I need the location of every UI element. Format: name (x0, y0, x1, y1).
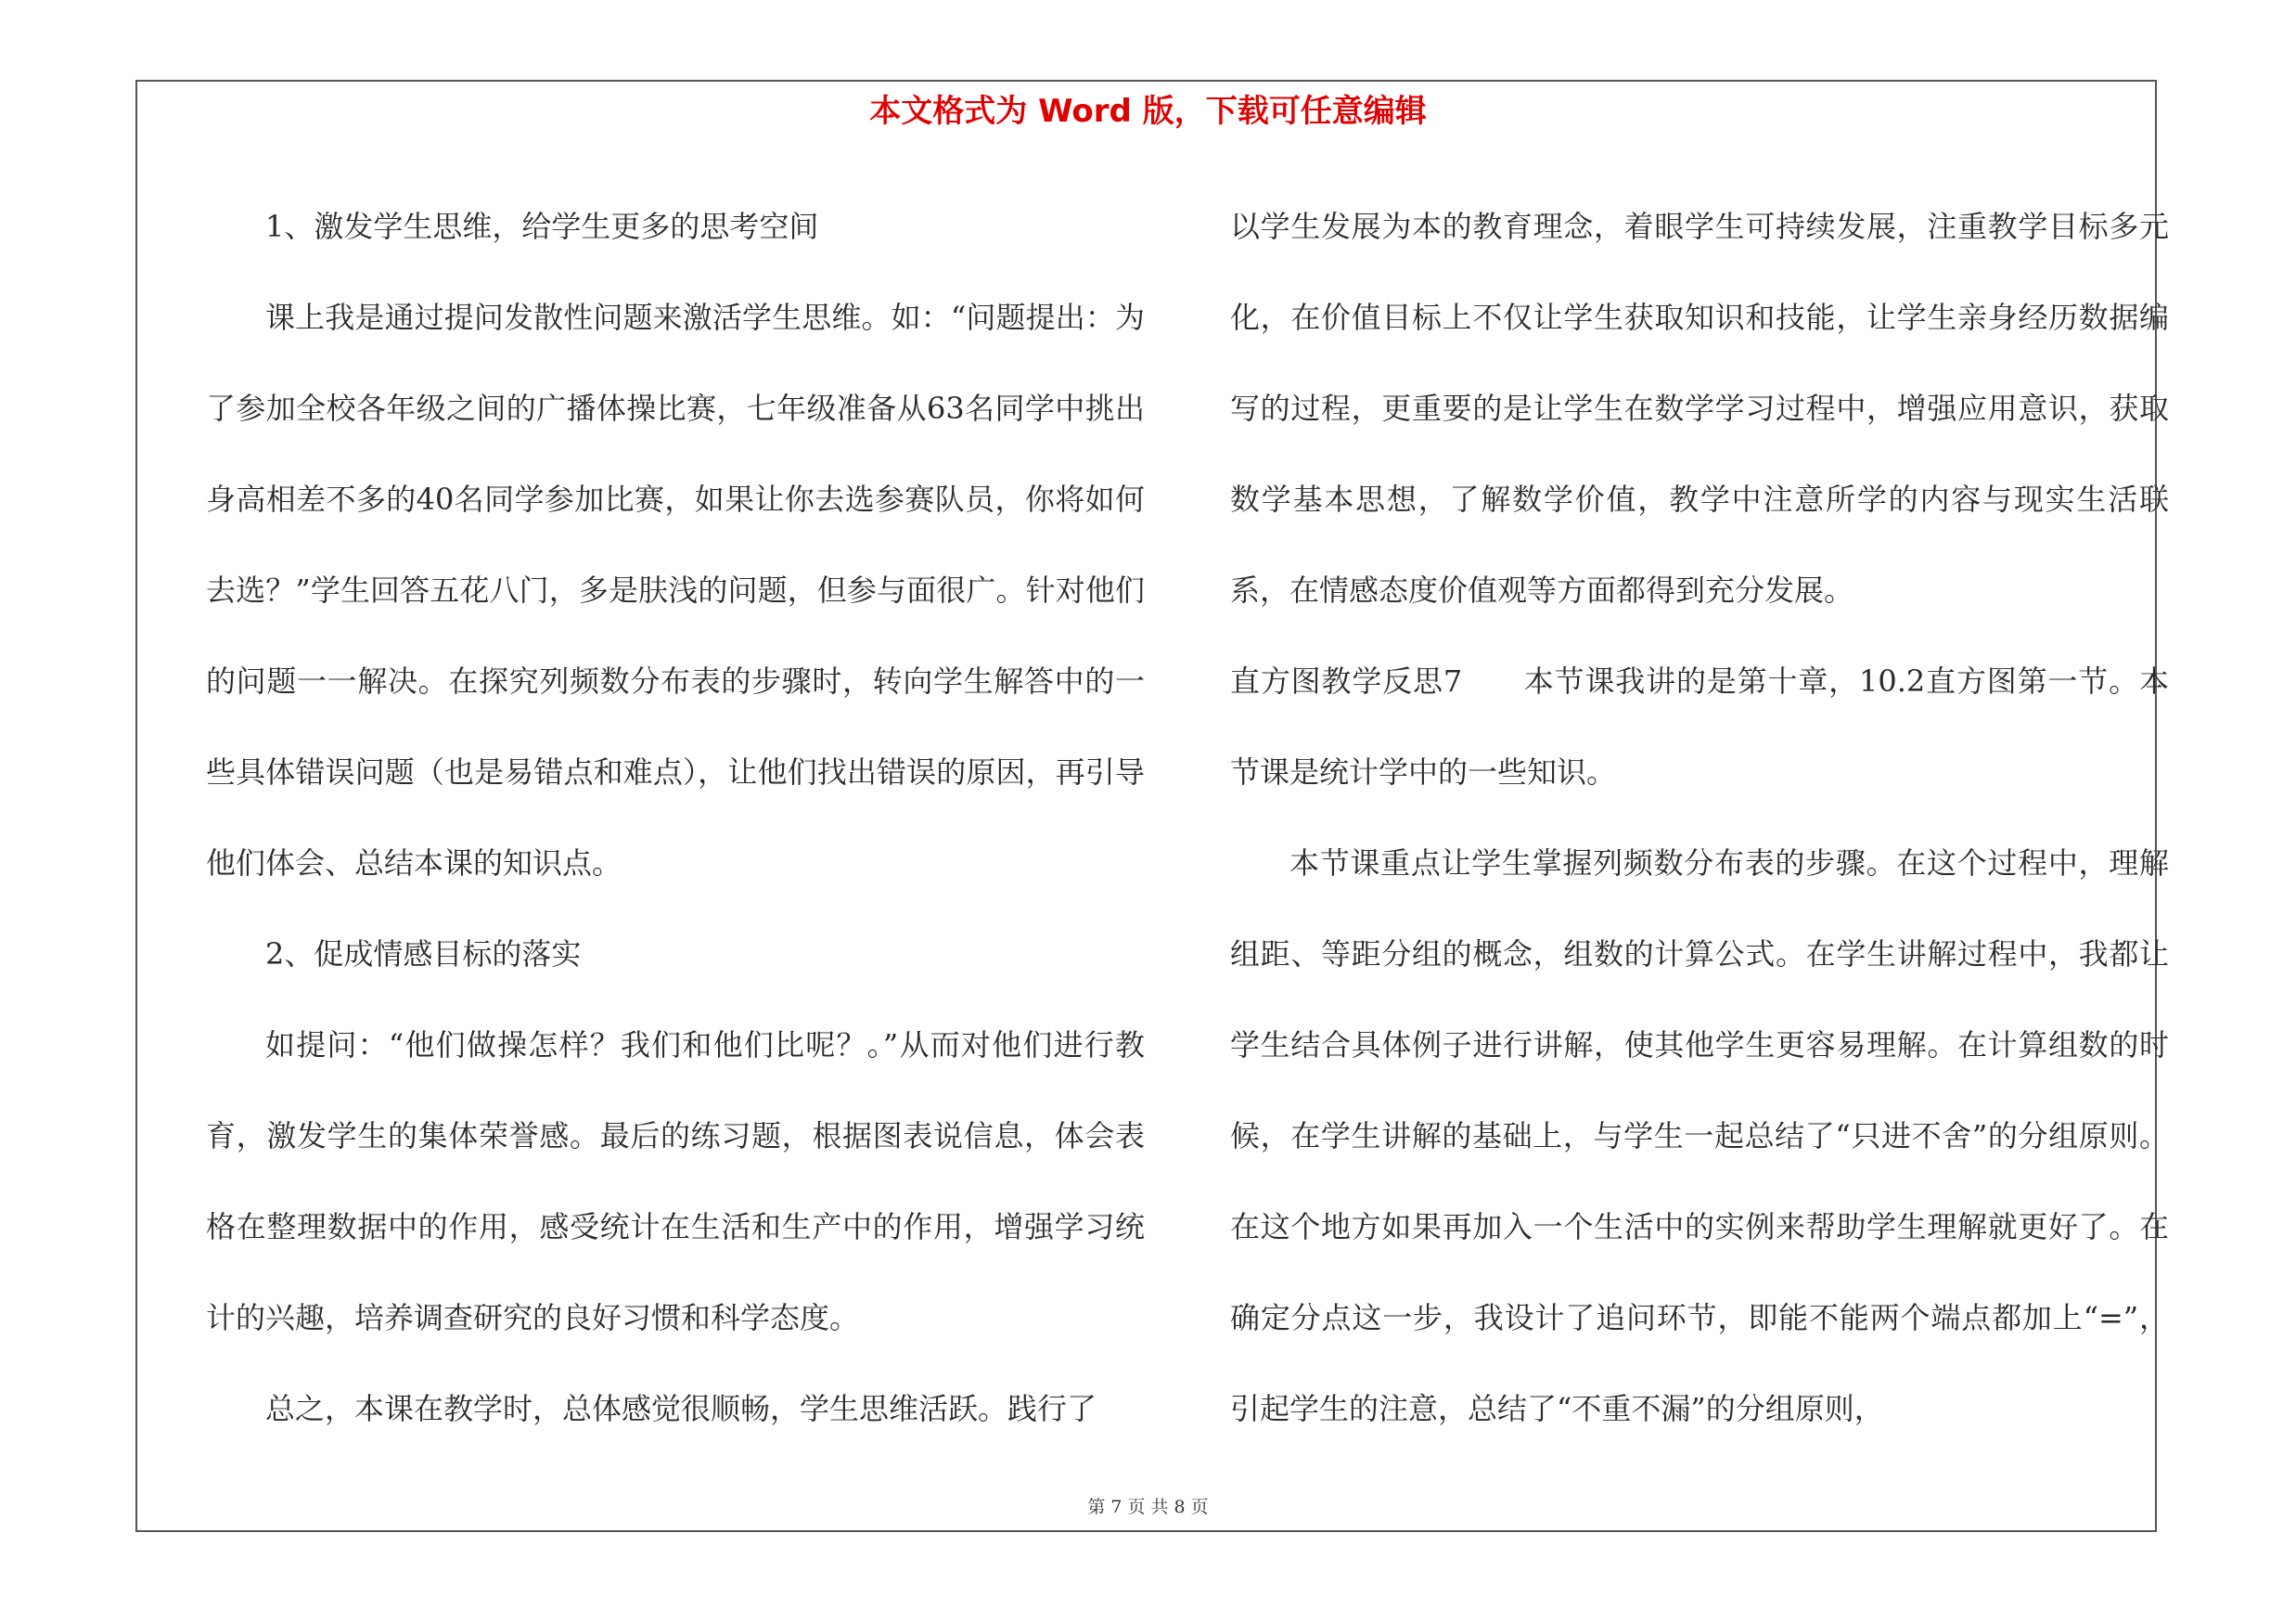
body-paragraph: 本节课重点让学生掌握列频数分布表的步骤。在这个过程中，理解组距、等距分组的概念，组数的计算公式。在学生讲解过程中，我都让学生结合具体例子进行讲解，使其他学生更容易理解。在计算组数的时候，在学生讲解的基础上，与学生一起总结了“只进不舍”的分组原则。在这个地方如果再加入一个生活中的实例来帮助学生理解就更好了。在确定分点这一步，我设计了追问环节，即能不能两个端点都加上“=”，引起学生的注意，总结了“不重不漏”的分组原则， (1230, 845, 2169, 1426)
body-paragraph: 课上我是通过提问发散性问题来激活学生思维。如：“问题提出：为了参加全校各年级之间的广播体操比赛，七年级准备从63名同学中挑出身高相差不多的40名同学参加比赛，如果让你去选参赛队员，你将如何去选？”学生回答五花八门，多是肤浅的问题，但参与面很广。针对他们的问题一一解决。在探究列频数分布表的步骤时，转向学生解答中的一些具体错误问题（也是易错点和难点），让他们找出错误的原因，再引导他们体会、总结本课的知识点。 (206, 300, 1145, 881)
right-column (1230, 181, 2169, 1454)
section-heading-1: 1、激发学生思维，给学生更多的思考空间 (265, 209, 819, 244)
reflection-title-paragraph: 直方图教学反思7 本节课我讲的是第十章，10.2直方图第一节。本节课是统计学中的一些知识。 (1230, 663, 2169, 790)
body-paragraph: 总之，本课在教学时，总体感觉很顺畅，学生思维活跃。践行了 (265, 1391, 1097, 1426)
body-paragraph: 如提问：“他们做操怎样？我们和他们比呢？。”从而对他们进行教育，激发学生的集体荣誉感。最后的练习题，根据图表说信息，体会表格在整理数据中的作用，感受统计在生活和生产中的作用，增强学习统计的兴趣，培养调查研究的良好习惯和科学态度。 (206, 1027, 1145, 1335)
section-heading-2: 2、促成情感目标的落实 (265, 936, 582, 972)
format-banner: 本文格式为 Word 版，下载可任意编辑 (869, 93, 1427, 130)
left-column (206, 181, 1145, 1454)
body-paragraph: 以学生发展为本的教育理念，着眼学生可持续发展，注重教学目标多元化，在价值目标上不仅让学生获取知识和技能，让学生亲身经历数据编写的过程，更重要的是让学生在数学学习过程中，增强应用意识，获取数学基本思想，了解数学价值，教学中注意所学的内容与现实生活联系，在情感态度价值观等方面都得到充分发展。 (1230, 209, 2169, 608)
page-number: 第 7 页 共 8 页 (1087, 1497, 1209, 1517)
